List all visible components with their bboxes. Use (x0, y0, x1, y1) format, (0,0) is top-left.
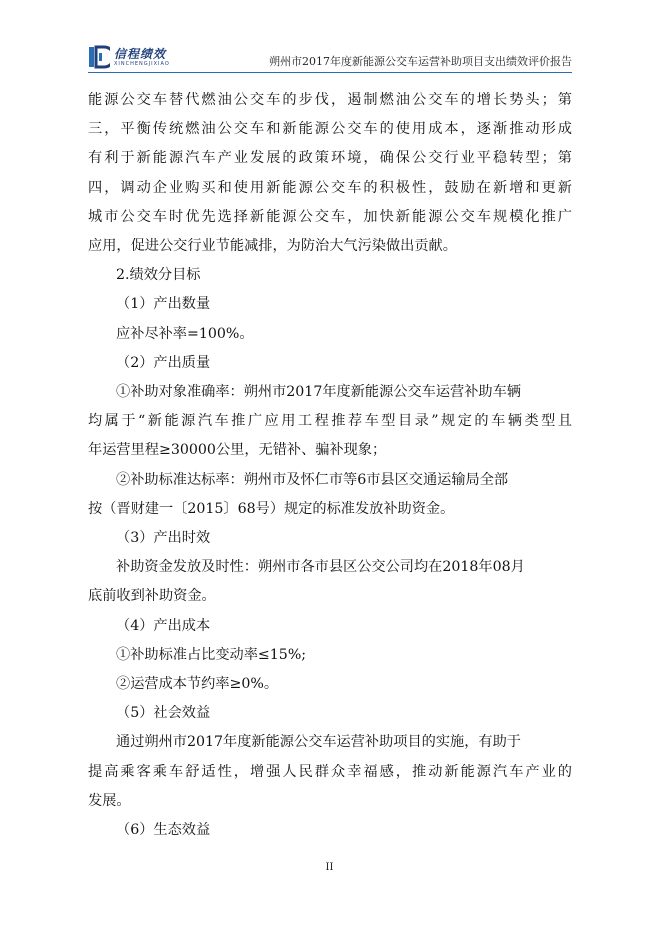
paragraph-line: 应补尽补率=100%。 (116, 325, 254, 342)
document-body (88, 86, 572, 845)
page-number: II (325, 862, 334, 873)
paragraph-line: 三，平衡传统燃油公交车和新能源公交车的使用成本，逐渐推动形成 (88, 121, 572, 138)
section-heading: 2.绩效分目标 (116, 267, 201, 284)
report-title: 朔州市2017年度新能源公交车运营补助项目支出绩效评价报告 (269, 55, 572, 68)
logo-chinese-name: 信程绩效 (114, 46, 167, 61)
paragraph-line: 四，调动企业购买和使用新能源公交车的积极性，鼓励在新增和更新 (88, 179, 572, 196)
paragraph-line: 有利于新能源汽车产业发展的政策环境，确保公交行业平稳转型；第 (88, 150, 572, 167)
paragraph-line: 能源公交车替代燃油公交车的步伐，遏制燃油公交车的增长势头；第 (88, 92, 572, 108)
subsection-heading: （1）产出数量 (116, 296, 211, 313)
paragraph-line: ②运营成本节约率≥0%。 (116, 676, 279, 693)
paragraph-line: 均属于“新能源汽车推广应用工程推荐车型目录”规定的车辆类型且 (88, 413, 572, 430)
paragraph-line: 补助资金发放及时性：朔州市各市县区公交公司均在2018年08月 (116, 559, 525, 576)
paragraph-line: ②补助标准达标率：朔州市及怀仁市等6市县区交通运输局全部 (116, 471, 509, 488)
company-logo (88, 42, 170, 72)
subsection-heading: （2）产出质量 (116, 354, 211, 371)
logo-english-name: XINCHENGJIXIAO (114, 60, 170, 67)
paragraph-line: 通过朔州市2017年度新能源公交车运营补助项目的实施，有助于 (116, 734, 521, 751)
paragraph-line: 城市公交车时优先选择新能源公交车，加快新能源公交车规模化推广 (88, 208, 572, 225)
paragraph-line: 应用，促进公交行业节能减排，为防治大气污染做出贡献。 (88, 238, 457, 255)
paragraph-line: 按（晋财建一〔2015〕68号）规定的标准发放补助资金。 (88, 500, 455, 517)
paragraph-line: ①补助标准占比变动率≤15%; (116, 646, 307, 663)
logo-mark-icon (88, 45, 110, 69)
paragraph-line: ①补助对象准确率：朔州市2017年度新能源公交车运营补助车辆 (116, 384, 521, 401)
paragraph-line: 提高乘客乘车舒适性，增强人民群众幸福感，推动新能源汽车产业的 (88, 763, 572, 780)
paragraph-line: 发展。 (88, 792, 131, 809)
paragraph-line: 年运营里程≥30000公里，无错补、骗补现象； (88, 442, 387, 459)
page-header (88, 40, 572, 73)
subsection-heading: （5）社会效益 (116, 705, 211, 722)
subsection-heading: （3）产出时效 (116, 530, 211, 547)
subsection-heading: （6）生态效益 (116, 822, 211, 839)
subsection-heading: （4）产出成本 (116, 617, 211, 634)
paragraph-line: 底前收到补助资金。 (88, 588, 216, 605)
